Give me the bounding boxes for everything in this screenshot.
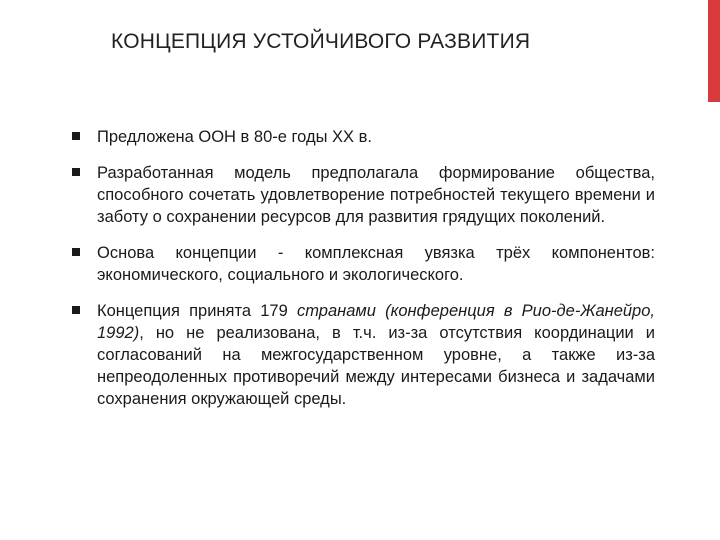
slide-title: КОНЦЕПЦИЯ УСТОЙЧИВОГО РАЗВИТИЯ [111, 30, 531, 53]
bullet-text-start: Концепция принята 179 [97, 302, 297, 320]
bullet-text: Разработанная модель предполагала формирование общества, способного сочетать удовлетворение потребностей текущего времени и заботу о сохранении ресурсов для развития грядущих поколений. [97, 164, 655, 226]
bullet-text-italic: странами (конференция в Рио-де-Жанейро, 1992) [97, 302, 655, 342]
square-bullet-icon [72, 132, 80, 140]
bullet-item-1 [70, 126, 655, 148]
bullet-item-3 [70, 242, 655, 286]
square-bullet-icon [72, 168, 80, 176]
bullet-item-2 [70, 162, 655, 228]
square-bullet-icon [72, 306, 80, 314]
bullet-list [70, 126, 655, 410]
accent-bar [708, 0, 720, 102]
bullet-item-4 [70, 300, 655, 410]
square-bullet-icon [72, 248, 80, 256]
bullet-text-end: , но не реализована, в т.ч. из-за отсутствия координации и согласований на межгосударственном уровне, а также из-за непреодоленных противоречий между интересами бизнеса и задачами сохранения окружающей среды. [97, 324, 655, 408]
bullet-text: Основа концепции - комплексная увязка трёх компонентов: экономического, социального и экологического. [97, 244, 655, 284]
bullet-text: Предложена ООН в 80-е годы XX в. [97, 128, 372, 146]
